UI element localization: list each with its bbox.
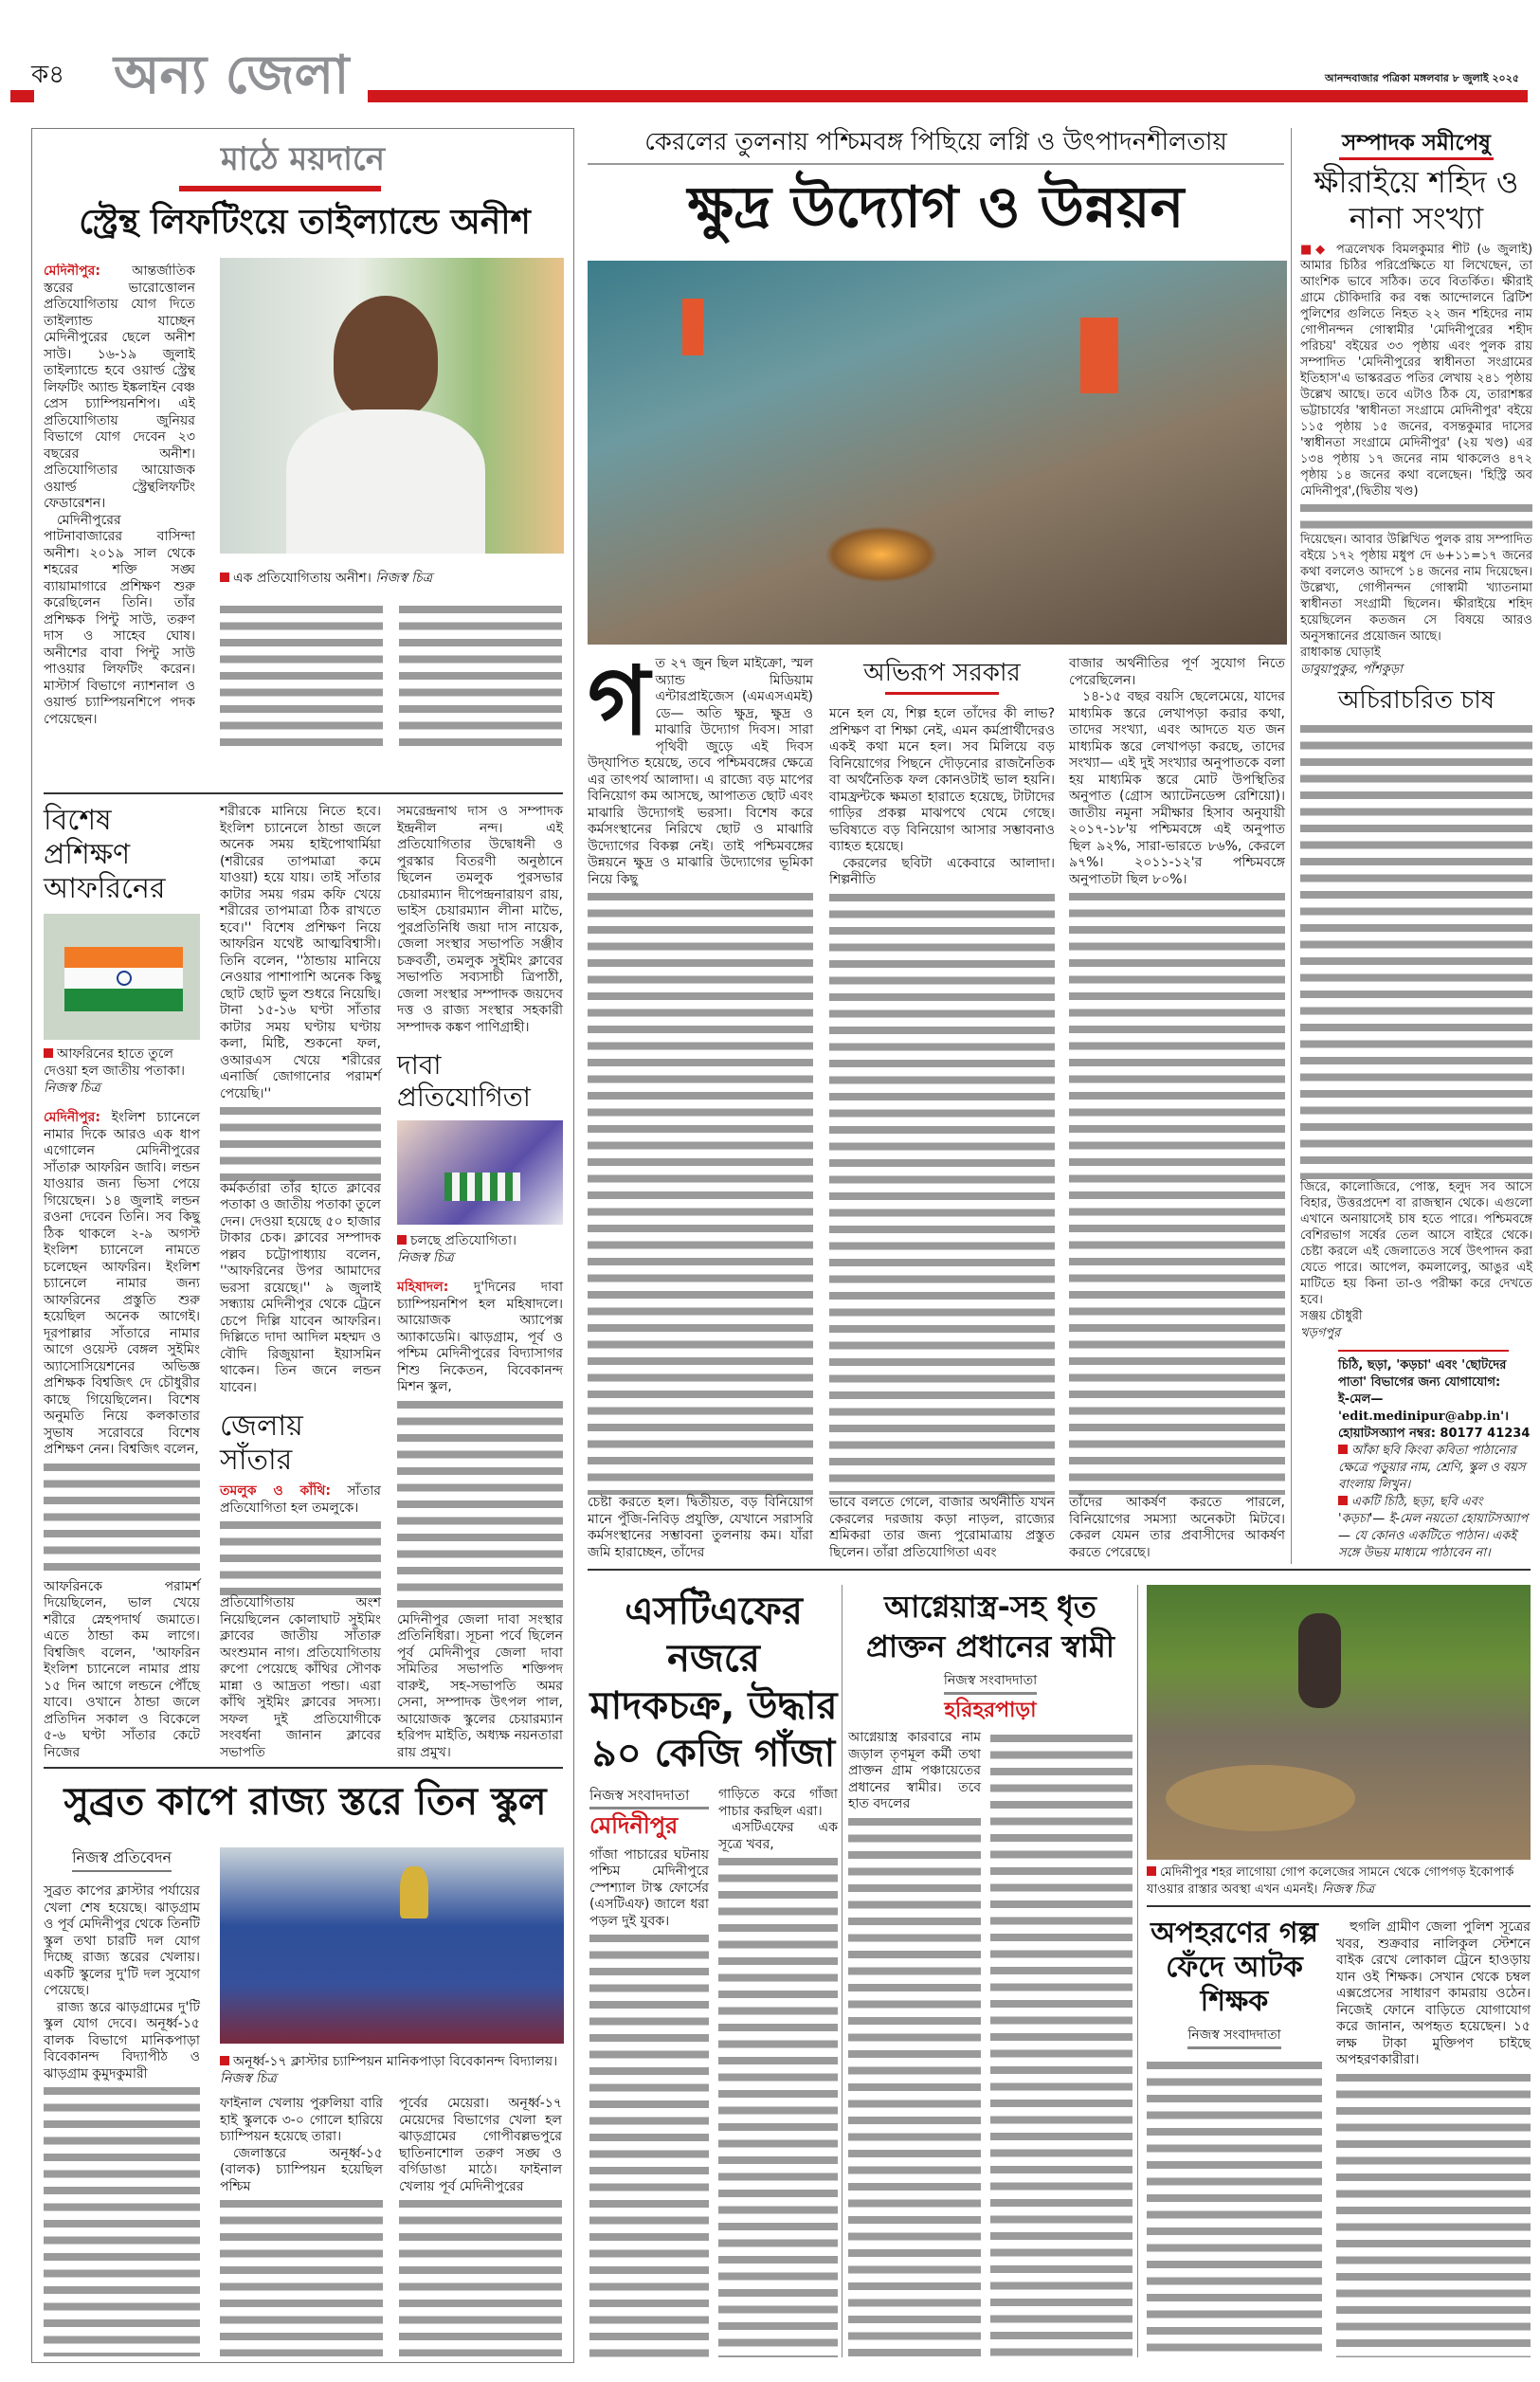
afrin-story-col2b: কর্মকর্তারা তাঁর হাতে ক্লাবের পতাকা ও জাতীয় পতাকা তুলে দেন। দেওয়া হয়েছে ৫০ হাজার টাকার চেক। ক্লাবের সম্পাদক পল্লব চট্টোপাধ্যায় বলেন, ''আফরিনের উপর আমাদের ভরসা রয়েছে।'' ৯ জুলাই সন্ধ্যায় মেদিনীপুর থেকে ট্রেনে চেপে দিল্লি যাবেন আফরিন। দিল্লিতে দাদা আদিল মহম্মদ ও বৌদি রিজুয়ানা ইয়াসমিন থাকেন। তিন জনে লন্ডন যাবেন। xyxy=(220,1180,381,1395)
afrin-column xyxy=(44,804,200,1761)
anish-story-cont xyxy=(220,601,383,748)
drop-cap: গ xyxy=(588,646,650,756)
divider xyxy=(1147,1905,1531,1907)
arms-story-col2 xyxy=(990,1730,1132,2357)
afrin-story-col2-cont xyxy=(220,1102,381,1181)
letter2-signature: সঞ্জয় চৌধুরী খড়গপুর xyxy=(1300,1309,1363,1340)
subroto-story: সুব্রত কাপের ক্লাস্টার পর্যায়ের খেলা শেষ হয়েছে। ঝাড়গ্রাম ও পূর্ব মেদিনীপুর থেকে তিনটি স্কুল তথা চারটি দল যোগ দিচ্ছে রাজ্য স্তরের খেলায়। একটি স্কুলের দু'টি দল সুযোগ পেয়েছে। রাজ্য স্তরে ঝাড়গ্রামের দু'টি স্কুল যোগ দেবে। অনূর্ধ্ব-১৫ বালক বিভাগে মানিকপাড়া বিবেকানন্দ বিদ্যাপীঠ ও ঝাড়গ্রাম কুমুদকুমারী xyxy=(44,1883,200,2082)
centre-col3-fill xyxy=(1069,888,1285,1495)
afrin-photo xyxy=(44,914,200,1040)
sports-section xyxy=(31,128,574,2363)
subroto-col3 xyxy=(399,2096,562,2356)
centre-kicker: কেরলের তুলনায় পশ্চিমবঙ্গ পিছিয়ে লগ্নি ও উৎপাদনশীলতায় xyxy=(588,128,1284,165)
page-number: ক৪ xyxy=(31,61,65,89)
road-caption: মেদিনীপুর শহর লাগোয়া গোপ কলেজের সামনে থেকে গোপগড় ইকোপার্ক যাওয়ার রাস্তার অবস্থা এখন এমনই। নিজস্ব চিত্র xyxy=(1147,1865,1514,1897)
letter1-signature: রাধাকান্ত ঘোড়াই ডাবুয়াপুকুর, পাঁশকুড়া xyxy=(1300,646,1403,678)
centre-col2: মনে হল যে, শিল্প হলে তাঁদের কী লাভ? প্রশিক্ষণ বা শিক্ষা নেই, এমন কর্মপ্রার্থীদেরও একই কথা মনে হল। সব মিলিয়ে বড় বিনিয়োগের পিছনে দৌড়নোর রাজনৈতিক বা অর্থনৈতিক ফল কোনওটাই ভাল হয়নি। বামফ্রন্টকে ক্ষমতা হারাতে হয়েছে, টাটাদের গাড়ির প্রকল্প মাঝপথে থেমে গেছে। ভবিষ্যতে বড় বিনিয়োগ আসার সম্ভাবনাও ব্যাহত হয়েছে। কেরলের ছবিটা একেবারে আলাদা। শিল্পনীতি xyxy=(829,706,1055,888)
subroto-story-col2-fill xyxy=(220,2195,383,2356)
arms-headline: আগ্নেয়াস্ত্র-সহ ধৃত প্রাক্তন প্রধানের স্বামী xyxy=(866,1589,1114,1664)
column-rule xyxy=(1291,128,1292,1564)
letter2-body-2: জিরে, কালোজিরে, পোস্ত, হলুদ সব আসে বিহার, উত্তরপ্রদেশ বা রাজস্থান থেকে। এগুলো এখানে অনায়াসেই চাষ হতে পারে। পশ্চিমবঙ্গে বেশিরভাগ সর্ষের তেল আসে বাইরে থেকে। চেষ্টা করলে এই জেলাতেও সর্ষে উৎপাদন করা যেতে পারে। আপেল, কমলালেবু, আঙুর এই মাটিতে হয় কিনা তা-ও পরীক্ষা করে দেখতে হবে। xyxy=(1300,1180,1532,1307)
afrin-story: মেদিনীপুর: ইংলিশ চ্যানেলে নামার দিকে আরও এক ধাপ এগোলেন মেদিনীপুরের সাঁতারু আফরিন জাবি। লন্ডন যাওয়ার জন্য ভিসা পেয়ে গিয়েছেন। ১৪ জুলাই লন্ডন রওনা দেবেন তিনি। সব কিছু ঠিক থাকলে ২-৯ অগস্ট ইংলিশ চ্যানেলে নামতে চলেছেন আফরিন। ইংলিশ চ্যানেলে নামার জন্য আফরিনের প্রস্তুতি শুরু হয়েছিল অনেক আগেই। দূরপাল্লার সাঁতারে নামার আগে ওয়েস্ট বেঙ্গল সুইমিং অ্যাসোসিয়েশনের অভিজ্ঞ প্রশিক্ষক বিশ্বজিৎ দে চৌধুরীর কাছে গিয়েছিলেন। বিশেষ অনুমতি নিয়ে কলকাতার সুভাষ সরোবরে বিশেষ প্রশিক্ষণ নেন। বিশ্বজিৎ বলেন, xyxy=(44,1110,200,1457)
subroto-byline: নিজস্ব প্রতিবেদন xyxy=(72,1849,172,1872)
right-column xyxy=(397,804,563,1761)
middle-column xyxy=(220,804,381,1761)
kidnap-story-col1 xyxy=(1147,2057,1322,2357)
chess-story-col2: মেদিনীপুর জেলা দাবা সংস্থার প্রতিনিধিরা। সূচনা পর্বে ছিলেন পূর্ব মেদিনীপুর জেলা দাবা সমিতির সভাপতি শক্তিপদ বারুই, সহ-সভাপতি অমর সেনা, সম্পাদক উৎপল পাল, আয়োজক স্কুলের চেয়ারম্যান হরিপদ মাইতি, অধ্যক্ষ নয়নতারা রায় প্রমুখ। xyxy=(397,1611,563,1760)
swimming-story-col3: সমরেন্দ্রনাথ দাস ও সম্পাদক ইন্দ্রনীল নন্দ। এই প্রতিযোগিতার উদ্বোধনী ও পুরস্কার বিতরণী অনুষ্ঠানে ছিলেন তমলুক পুরসভার চেয়ারম্যান দীপেন্দ্রনারায়ণ রায়, ভাইস চেয়ারম্যান লীনা মাভৈ, পুরপ্রতিনিধি জয়া দাস নায়েক, জেলা সংস্থার সভাপতি সঞ্জীব চক্রবর্তী, তমলুক সুইমিং ক্লাবের সভাপতি সব্যসাচী ত্রিপাঠী, জেলা সংস্থার সম্পাদক জয়দেব দত্ত ও রাজ্য সংস্থার সহকারী সম্পাদক কঙ্কণ পাণিগ্রাহী। xyxy=(397,804,563,1035)
factory-photo xyxy=(588,261,1287,645)
letter1-headline: ক্ষীরাইয়ে শহিদ ও নানা সংখ্যা xyxy=(1314,163,1519,236)
stf-story-fill xyxy=(589,1930,709,2357)
centre-end-col1: চেষ্টা করতে হল। দ্বিতীয়ত, বড় বিনিয়োগ মানে পুঁজি-নিবিড় প্রযুক্তি, যেখানে সরাসরি কর্মসংস্থানের সম্ভাবনা তুলনায় কম। যাঁরা জমি হারাচ্ছেন, তাঁদের xyxy=(588,1495,813,1560)
subroto-column xyxy=(44,1849,200,2356)
letters-section-title: সম্পাদক সমীপেষু xyxy=(1342,131,1491,155)
author-rule xyxy=(885,692,999,695)
kidnap-block xyxy=(1147,1917,1322,2357)
author-name: অভিরূপ সরকার xyxy=(863,659,1021,687)
letter1-body: ■◆ পত্রলেখক বিমলকুমার শীট (৬ জুলাই) আমার চিঠির পরিপ্রেক্ষিতে যা লিখেছেন, তা আংশিক ভাবে সঠিক। তবে বিতর্কিত। ক্ষীরাই গ্রামে চৌকিদারি কর বন্ধ আন্দোলনে ব্রিটিশ পুলিশের গুলিতে নিহত ২২ জন শহিদের নাম গোপীনন্দন গোস্বামীর 'মেদিনীপুরের শহীদ পরিচয়' বইয়ের ৩৩ পৃষ্ঠায় এবং পুলক রায় সম্পাদিত 'মেদিনীপুরের স্বাধীনতা সংগ্রামের ইতিহাস'এ ভাস্করব্রত পতির লেখায় ২৪১ পৃষ্ঠায় উল্লেখ আছে। তবে এটাও ঠিক যে, তারাশঙ্কর ভট্টাচার্যের 'স্বাধীনতা সংগ্রামে মেদিনীপুর' বইয়ে ১১৫ পৃষ্ঠায় ১৫ জনের, বসন্তকুমার দাসের 'স্বাধীনতা সংগ্রামে মেদিনীপুর' (২য় খণ্ড) এর ১৩৪ পৃষ্ঠায় ১৭ জনের নাম থাকলেও ৪৭২ পৃষ্ঠায় ১৪ জনের কথা বলেছেন। 'হিস্ট্রি অব মেদিনীপুর',(দ্বিতীয় খণ্ড) xyxy=(1300,243,1533,500)
chess-photo xyxy=(397,1120,563,1225)
centre-col1-fill xyxy=(588,888,813,1495)
masthead-rule xyxy=(368,90,1528,102)
stf-story: গাঁজা পাচারের ঘটনায় পশ্চিম মেদিনীপুরে স্পেশ্যাল টাস্ক ফোর্সের (এসটিএফ) জালে ধরা পড়ল দুই যুবক। xyxy=(589,1846,709,1929)
centre-col2-wrap xyxy=(829,659,1055,1561)
swimming-story-fill xyxy=(220,1517,381,1595)
chess-story: মহিষাদল: দু'দিনের দাবা চ্যাম্পিয়নশিপ হল মহিষাদলে। আয়োজক অ্যাপেক্স অ্যাকাডেমি। ঝাড়গ্রাম, পূর্ব ও পশ্চিম মেদিনীপুরের বিদ্যাসাগর শিশু নিকেতন, বিবেকানন্দ মিশন স্কুল, xyxy=(397,1280,564,1395)
letters-contact: চিঠি, ছড়া, 'কড়চা' এবং 'ছোটদের পাতা' বিভাগের জন্য যোগাযোগ: ই-মেল— 'edit.medinipur@abp.in'। হোয়াটসঅ্যাপ নম্বর: 80177 41234 আঁকা ছবি কিংবা কবিতা পাঠানোর ক্ষেত্রে পড়ুয়ার নাম, শ্রেণি, স্কুল ও বয়স বাংলায় লিখুন। একটি চিঠি, ছড়া, ছবি এবং 'কড়চা'— ই-মেল নয়তো হোয়াটসঅ্যাপ— যে কোনও একটিতে পাঠান। একই সঙ্গে উভয় মাধ্যমে পাঠাবেন না। xyxy=(1338,1358,1531,1560)
arms-col1 xyxy=(848,1730,981,2357)
kidnap-text-block xyxy=(1336,1919,1531,2357)
centre-col2-fill xyxy=(829,889,1055,1495)
divider xyxy=(44,792,563,794)
centre-end-col2: ভাবে বলতে গেলে, বাজার অর্থনীতি যখন কেরলের দরজায় কড়া নাড়ল, রাজ্যের শ্রমিকরা তার জন্য পুরোমাত্রায় প্রস্তুত ছিলেন। তাঁরা প্রতিযোগিতা এবং xyxy=(829,1495,1055,1560)
centre-col1-wrap xyxy=(588,646,813,1561)
arms-story-block xyxy=(848,1588,1132,2357)
masthead-rule-left xyxy=(10,90,34,102)
letter1-body-fill xyxy=(1300,500,1532,532)
column-rule xyxy=(1137,1585,1138,2357)
anish-story: মেদিনীপুর: আন্তর্জাতিক স্তরের ভারোত্তোলন প্রতিযোগিতায় যোগ দিতে তাইল্যান্ড যাচ্ছেন মেদিনীপুরের ছেলে অনীশ সাউ। ১৬-১৯ জুলাই তাইল্যান্ডে হবে ওয়ার্ল্ড স্ট্রেন্থ লিফটিং অ্যান্ড ইঙ্কলাইন বেঞ্চ প্রেস চ্যাম্পিয়নশিপ। এই প্রতিযোগিতায় জুনিয়র বিভাগে যোগ দেবেন ২৩ বছরের অনীশ। প্রতিযোগিতার আয়োজক ওয়ার্ল্ড স্ট্রেন্থলিফটিং ফেডারেশন। মেদিনীপুরের পাটনাবাজারের বাসিন্দা অনীশ। ২০১৯ সাল থেকে শহরের শক্তি সঙ্ঘ ব্যায়ামাগারে প্রশিক্ষণ শুরু করেছিলেন তিনি। তাঁর প্রশিক্ষক পিন্টু সাউ, তরুণ দাস ও সাহেব ঘোষ। অনীশের বাবা পিন্টু সাউ পাওয়ার লিফটিং করেন। মাস্টার্স বিভাগে ন্যাশনাল ও ওয়ার্ল্ড চ্যাম্পিয়নশিপে পদক পেয়েছেন। xyxy=(44,264,195,727)
arms-byline: নিজস্ব সংবাদদাতা xyxy=(944,1672,1037,1695)
subroto-story-col3: পূর্বের মেয়েরা। অনূর্ধ্ব-১৭ মেয়েদের বিভাগের খেলা হল ঝাড়গ্রামের গোপীবল্লভপুরে ছাতিনাশোল তরুণ সঙ্ঘ ও বর্গিডাঙা মাঠে। ফাইনাল খেলায় পূর্ব মেদিনীপুরের xyxy=(399,2096,562,2194)
chess-caption: চলছে প্রতিযোগিতা। নিজস্ব চিত্র xyxy=(397,1233,517,1266)
subroto-headline: সুব্রত কাপে রাজ্য স্তরে তিন স্কুল xyxy=(63,1780,547,1824)
anish-story-cont-2 xyxy=(399,601,562,748)
stf-story-block xyxy=(589,1588,838,2357)
subroto-story-fill xyxy=(44,2082,200,2356)
arms-story-fill xyxy=(848,1813,981,2357)
centre-end-col3: তাঁদের আকর্ষণ করতে পারলে, বিনিয়োগের সমস্যা অনেকটা মিটবে। কেরল যেমন তার প্রবাসীদের আকর্ষণ করতে পেরেছে। xyxy=(1069,1495,1285,1560)
divider xyxy=(588,1569,1531,1571)
kidnap-story: হুগলি গ্রামীণ জেলা পুলিশ সূত্রের খবর, শুক্রবার নালিকুল স্টেশনে বাইক রেখে লোকাল ট্রেনে হাওড়ায় যান ওই শিক্ষক। সেখান থেকে চম্বল এক্সপ্রেসের সাধারণ কামরায় ওঠেন। নিজেই ফোনে বাড়িতে যোগাযোগ করে জানান, অপহৃত হয়েছেন। ১৫ লক্ষ টাকা মুক্তিপণ চাইছে অপহরণকারীরা। xyxy=(1336,1919,1531,2067)
arms-story: আগ্নেয়াস্ত্র কারবারে নাম জড়াল তৃণমূল কর্মী তথা প্রাক্তন গ্রাম পঞ্চায়েতের প্রধানের স্বামীর। তবে হাত বদলের xyxy=(848,1730,981,1812)
centre-headline: ক্ষুদ্র উদ্যোগ ও উন্নয়ন xyxy=(687,174,1185,241)
subroto-story-col3-fill xyxy=(399,2195,562,2356)
contact-email[interactable]: 'edit.medinipur@abp.in'। xyxy=(1338,1409,1510,1424)
afrin-story-fill xyxy=(44,1459,200,1579)
anish-headline: স্ট্রেন্থ লিফটিংয়ে তাইল্যান্ডে অনীশ xyxy=(79,203,531,242)
letter2-headline: অচিরাচরিত চাষ xyxy=(1337,686,1495,716)
chess-headline: দাবা প্রতিযোগিতা xyxy=(397,1049,531,1113)
anish-caption: এক প্রতিযোগিতায় অনীশ। নিজস্ব চিত্র xyxy=(220,570,564,587)
subroto-team-photo xyxy=(220,1847,564,2044)
letters-column xyxy=(1300,131,1532,1562)
kidnap-story-fill xyxy=(1336,2069,1531,2358)
swimming-story: তমলুক ও কাঁথি: সাঁতার প্রতিযোগিতা হল তমলুকে। xyxy=(220,1483,381,1516)
section-title: অন্য জেলা xyxy=(114,45,350,106)
centre-col3: বাজার অর্থনীতির পূর্ণ সুযোগ নিতে পেরেছিলেন। ১৪-১৫ বছর বয়সি ছেলেমেয়ে, যাদের মাধ্যমিক স্তরে লেখাপড়া করার কথা, তাদের সংখ্যা, এবং আদতে যত জন মাধ্যমিক স্তরে লেখাপড়া করছে, তাদের সংখ্যা— এই দুই সংখ্যার অনুপাতকে বলা হয় মাধ্যমিক স্তরে মোট উপস্থিতির অনুপাত (গ্রোস অ্যাটেনডেন্স রেশিয়ো)। জাতীয় নমুনা সমীক্ষার হিসাব অনুযায়ী ২০১৭-১৮'য় পশ্চিমবঙ্গে এই অনুপাত ছিল ৯২%, সারা-ভারতে ৮৬%, কেরলে ৯৭%। ২০১১-১২'র পশ্চিমবঙ্গে অনুপাতটা ছিল ৮০%। xyxy=(1069,656,1285,887)
afrin-caption: আফরিনের হাতে তুলে দেওয়া হল জাতীয় পতাকা। নিজস্ব চিত্র xyxy=(44,1046,186,1096)
chess-story-fill xyxy=(397,1396,563,1612)
stf-headline: এসটিএফের নজরে মাদকচক্র, উদ্ধার ৯০ কেজি গাঁজা xyxy=(589,1590,838,1775)
centre-col3-wrap xyxy=(1069,656,1285,1561)
swimming-story-col2: প্রতিযোগিতায় অংশ নিয়েছিলেন কোলাঘাট সুইমিং ক্লাবের জাতীয় সাঁতারু অংশুমান নাগ। প্রতিযোগিতায় রুপো পেয়েছে কাঁথির সৌণক মান্না ও আদ্রতা পন্ডা। এরা কাঁথি সুইমিং ক্লাবের সদস্য। সফল দুই প্রতিযোগীকে সংবর্ধনা জানান ক্লাবের সভাপতি xyxy=(220,1595,381,1760)
kidnap-headline: অপহরণের গল্প ফেঁদে আটক শিক্ষক xyxy=(1150,1917,1318,2018)
subroto-caption: অনূর্ধ্ব-১৭ ক্লাস্টার চ্যাম্পিয়ন মানিকপাড়া বিবেকানন্দ বিদ্যালয়। নিজস্ব চিত্র xyxy=(220,2054,558,2086)
arms-columns xyxy=(848,1730,1132,2357)
stf-col2 xyxy=(718,1787,838,2357)
letter1-body-2: দিয়েছেন। আবার উল্লিখিত পুলক রায় সম্পাদিত বইয়ে ১৭২ পৃষ্ঠায় মধুপ দে ৬+১১=১৭ জনের কথা বললেও আদপে ১৪ জনের নাম দিয়েছেন। উল্লেখ্য, গোপীনন্দন গোস্বামী খ্যাতনামা স্বাধীনতা সংগ্রামী ছিলেন। ক্ষীরাইয়ে শহিদ হয়েছিলেন কতজন সে বিষয়ে আরও অনুসন্ধানের প্রয়োজন আছে। xyxy=(1300,533,1532,645)
letter2-body xyxy=(1300,720,1532,1179)
sports-section-title: মাঠে ময়দানে xyxy=(221,140,385,178)
centre-col1: গ ত ২৭ জুন ছিল মাইক্রো, স্মল অ্যান্ড মিডিয়াম এন্টারপ্রাইজেস (এমএসএমই) ডে— অতি ক্ষুদ্র, ক্ষুদ্র ও মাঝারি উদ্যোগ দিবস। সারা পৃথিবী জুড়ে এই দিবস উদ্‌যাপিত হয়েছে, তবে পশ্চিমবঙ্গের ক্ষেত্রে এর তাৎপর্য আলাদা। এ রাজ্যে বড় মাপের বিনিয়োগ কম আসছে, আপাতত ছোট এবং মাঝারি উদ্যোগই ভরসা। বিশেষ করে কর্মসংস্থানের নিরিখে ছোট ও মাঝারি উদ্যোগের বিকল্প নেই। তাই পশ্চিমবঙ্গের উন্নয়নে ক্ষুদ্র ও মাঝারি উদ্যোগের ভূমিকা নিয়ে কিছু xyxy=(588,646,813,887)
stf-story-col2: গাড়িতে করে গাঁজা পাচার করছিল এরা। এসটিএফের এক সূত্রে খবর, xyxy=(718,1787,838,1852)
stf-columns xyxy=(589,1787,838,2357)
swimming-headline: জেলায় সাঁতার xyxy=(220,1409,303,1478)
stf-col1 xyxy=(589,1787,709,2357)
subroto-col2 xyxy=(220,2096,383,2356)
afrin-story-col1b: আফরিনকে পরামর্শ দিয়েছিলেন, ভাল খেয়ে শরীরে স্নেহপদার্থ জমাতে। এতে ঠান্ডা কম লাগে। বিশ্বজিৎ বলেন, 'আফরিন ইংলিশ চ্যানেলে নামার প্রায় ১৫ দিন আগে লন্ডনে পৌঁছে যাবে। ওখানে ঠান্ডা জলে প্রতিদিন সকাল ও বিকেলে ৫-৬ ঘণ্টা সাঁতার কেটে নিজের xyxy=(44,1578,200,1760)
dateline: আনন্দবাজার পত্রিকা মঙ্গলবার ৮ জুলাই ২০২৫ xyxy=(1325,72,1519,84)
anish-photo xyxy=(220,258,564,554)
stf-story-col2-fill xyxy=(718,1853,838,2357)
afrin-story-col2: শরীরকে মানিয়ে নিতে হবে। ইংলিশ চ্যানেলে ঠান্ডা জলে অনেক সময় হাইপোথার্মিয়া (শরীরের তাপমাত্রা কমে যাওয়া) হয়ে যায়। তাই সাঁতার কাটার সময় গরম কফি খেয়ে শরীরের তাপমাত্রা ঠিক রাখতে হবে।'' বিশেষ প্রশিক্ষণ নিয়ে আফরিন যথেষ্ট আত্মবিশ্বাসী। তিনি বলেন, ''ঠান্ডায় মানিয়ে নেওয়ার পাশাপাশি অনেক কিছু ছোট ছোট ভুল শুধরে নিয়েছি। টানা ১৫-১৬ ঘণ্টা সাঁতার কাটার সময় ঘণ্টায় ঘণ্টায় কলা, মিষ্টি, শুকনো ফল, ওআরএস খেয়ে শরীরের এনার্জি জোগানোর পরামর্শ পেয়েছি।'' xyxy=(220,804,381,1101)
afrin-headline: বিশেষ প্রশিক্ষণ আফরিনের xyxy=(44,804,166,905)
stf-byline: নিজস্ব সংবাদদাতা xyxy=(589,1787,709,1809)
sports-title-rule xyxy=(179,186,381,191)
arms-place: হরিহরপাড়া xyxy=(944,1699,1037,1723)
kidnap-byline: নিজস্ব সংবাদদাতা xyxy=(1187,2027,1280,2049)
road-photo xyxy=(1147,1585,1531,1860)
divider xyxy=(44,1767,563,1769)
letters-contact-rule xyxy=(1338,1350,1509,1352)
subroto-story-col2: ফাইনাল খেলায় পুরুলিয়া বারি হাই স্কুলকে ৩-০ গোলে হারিয়ে চ্যাম্পিয়ন হয়েছে তারা। জেলাস্তরে অনূর্ধ্ব-১৫ (বালক) চ্যাম্পিয়ন হয়েছিল পশ্চিম xyxy=(220,2096,383,2194)
letters-title-rule xyxy=(1339,157,1494,160)
stf-place: মেদিনীপুর xyxy=(589,1812,679,1839)
